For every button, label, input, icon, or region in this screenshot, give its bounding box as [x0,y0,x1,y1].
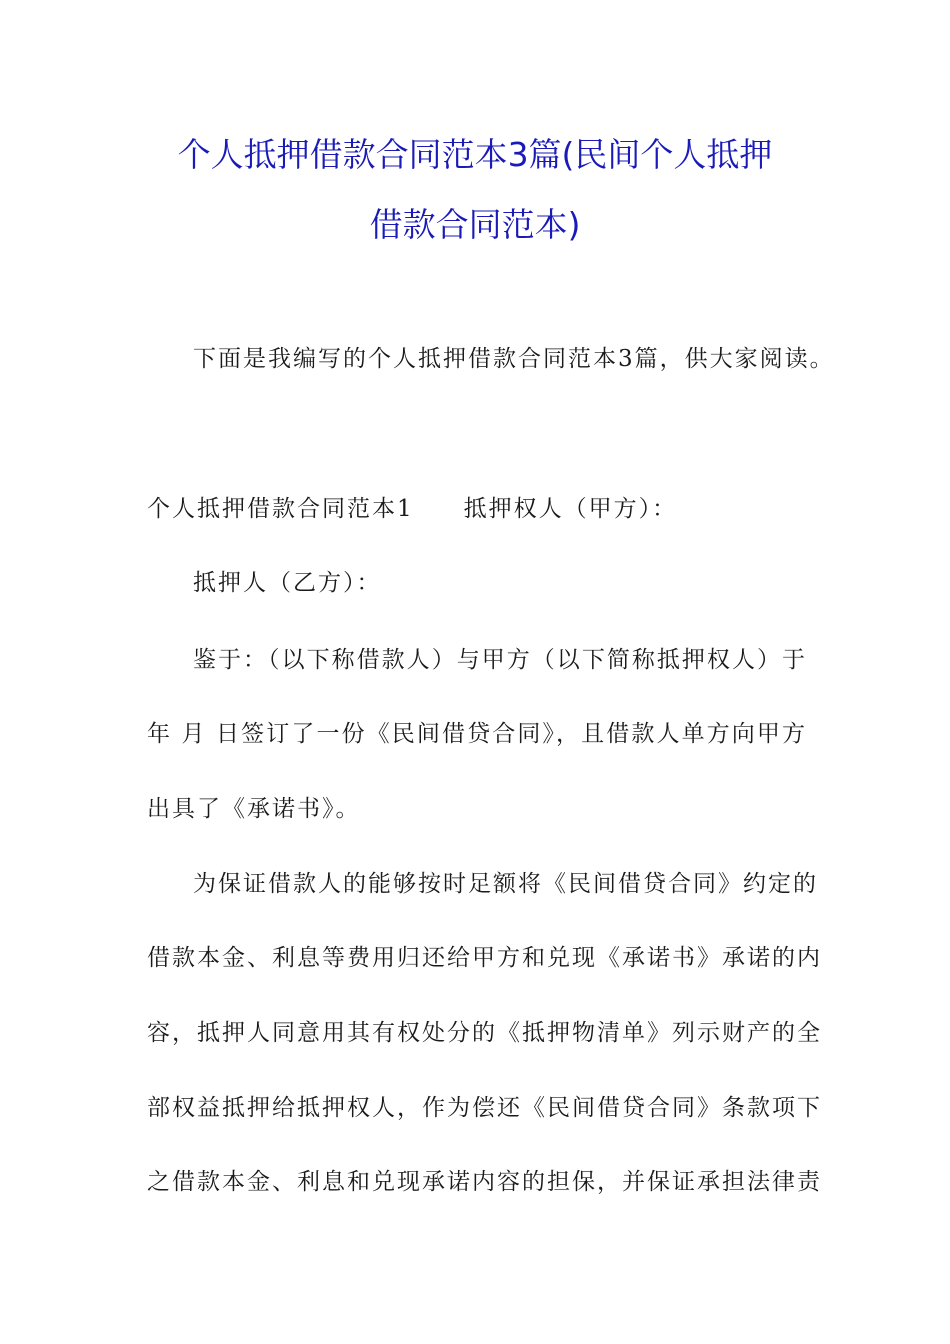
party-b-label: 抵押人（乙方）： [193,570,382,596]
document-title-line-2: 借款合同范本) [369,205,581,244]
intro-paragraph: 下面是我编写的个人抵押借款合同范本3篇，供大家阅读。 [193,346,835,372]
section-heading: 个人抵押借款合同范本1 [147,496,414,522]
paragraph-line: 部权益抵押给抵押权人，作为偿还《民间借贷合同》条款项下 [147,1095,822,1121]
paragraph-line: 容，抵押人同意用其有权处分的《抵押物清单》列示财产的全 [147,1020,822,1046]
paragraph-line: 借款本金、利息等费用归还给甲方和兑现《承诺书》承诺的内 [147,945,822,971]
party-a-label: 抵押权人（甲方）： [463,496,678,522]
section-heading-line [147,493,807,525]
document-title-line-1: 个人抵押借款合同范本3篇(民间个人抵押 [177,135,773,174]
paragraph-line: 出具了《承诺书》。 [147,796,361,822]
paragraph-line: 年 月 日签订了一份《民间借贷合同》，且借款人单方向甲方 [147,721,807,747]
paragraph-line: 之借款本金、利息和兑现承诺内容的担保，并保证承担法律责 [147,1169,822,1195]
paragraph-line: 鉴于：（以下称借款人）与甲方（以下简称抵押权人）于 [193,647,807,673]
paragraph-line: 为保证借款人的能够按时足额将《民间借贷合同》约定的 [193,871,818,897]
